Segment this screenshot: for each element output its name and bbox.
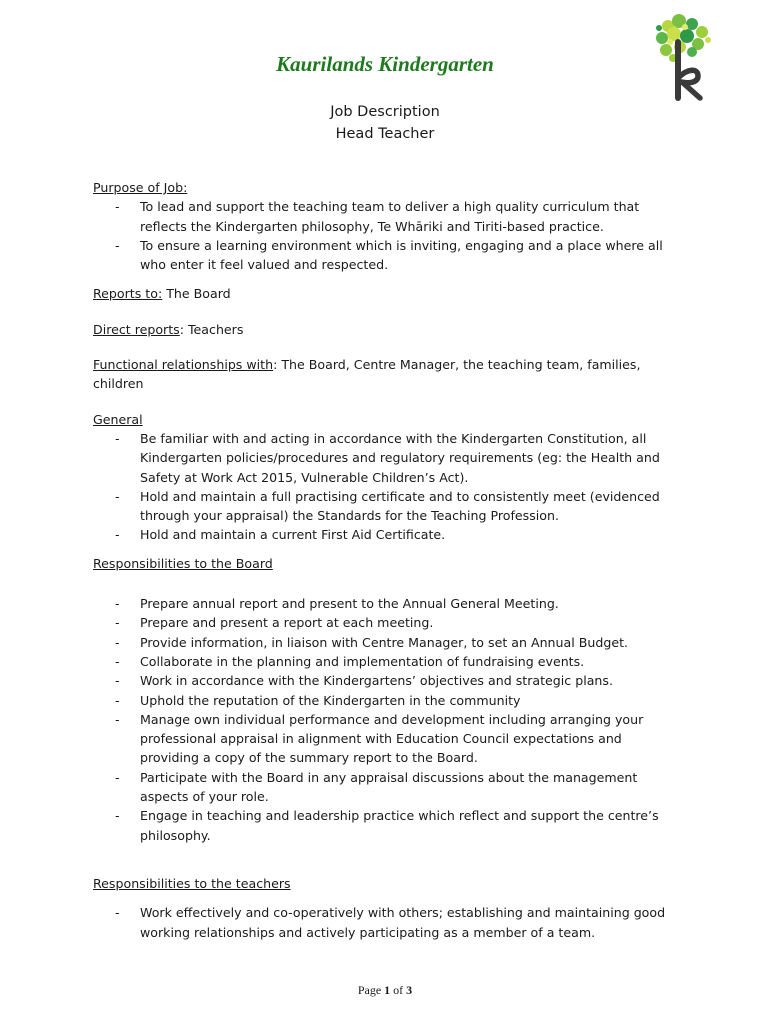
reports-to-line [93,284,683,303]
purpose-heading: Purpose of Job: [93,180,188,195]
teachers-section [93,874,683,893]
tree-canopy [656,14,711,62]
teachers-heading: Responsibilities to the teachers [93,875,291,891]
direct-reports-value: : Teachers [179,321,244,337]
list-item: - Hold and maintain a full practising certificate and to consistently meet (evidenced through your appraisal) the Standards for the Teaching Profession. [115,488,660,524]
page-current: 1 [384,983,391,997]
direct-reports-line [93,320,683,339]
job-title: Head Teacher [335,126,435,142]
of-word: of [393,983,404,997]
board-list [93,594,683,845]
list-item: - Manage own individual performance and development including arranging your professional appraisal in alignment with Education Council expectations and providing a copy of the summary report to the Board. [115,711,644,766]
list-item: - Uphold the reputation of the Kindergarten in the community [115,692,521,708]
general-heading: General [93,411,143,427]
list-item: - Engage in teaching and leadership practice which reflect and support the centre’s philosophy. [115,808,659,843]
direct-reports-label: Direct reports [93,321,180,337]
doc-type: Job Description [330,104,440,120]
list-item: - Be familiar with and acting in accordance with the Kindergarten Constitution, all Kindergarten policies/procedures and regulatory requirements (eg: the Health and Safety at Work Act 2015, Vulnerable Children’s Act). [115,430,660,485]
list-item: - Prepare and present a report at each meeting. [115,615,434,631]
purpose-section [93,178,683,197]
list-item: - Provide information, in liaison with Centre Manager, to set an Annual Budget. [115,634,629,650]
teachers-list [93,903,683,942]
kindergarten-tree-logo-icon [648,12,722,104]
general-list [93,429,683,545]
list-item: - Work effectively and co-operatively with others; establishing and maintaining good working relationships and actively participating as a member of a team. [115,905,666,940]
page-footer [0,983,770,998]
reports-to-value: The Board [162,286,231,302]
list-item: - Work in accordance with the Kindergartens’ objectives and strategic plans. [115,673,613,689]
general-section [93,410,683,429]
list-item: - Prepare annual report and present to the Annual General Meeting. [115,596,559,612]
purpose-list [93,197,683,274]
org-title: Kaurilands Kindergarten [276,52,494,76]
functional-relationships-line [93,355,683,394]
list-item: - Participate with the Board in any appraisal discussions about the management aspects of your role. [115,769,638,805]
page-word: Page [357,983,382,997]
page-total: 3 [406,983,413,997]
functional-value: : The Board, Centre Manager, the teaching team, families, children [93,357,641,392]
list-item: - Hold and maintain a current First Aid Certificate. [115,527,446,543]
board-heading: Responsibilities to the Board [93,555,273,571]
list-item: - Collaborate in the planning and implementation of fundraising events. [115,653,585,669]
reports-to-label: Reports to: [93,286,163,302]
list-item: - To lead and support the teaching team to deliver a high quality curriculum that reflects the Kindergarten philosophy, Te Whāriki and Tiriti-based practice. [115,199,640,234]
functional-label: Functional relationships with [93,357,274,373]
document-body [93,178,683,942]
list-item: - To ensure a learning environment which is inviting, engaging and a place where all who enter it feel valued and respected. [115,237,663,273]
board-section [93,554,683,573]
